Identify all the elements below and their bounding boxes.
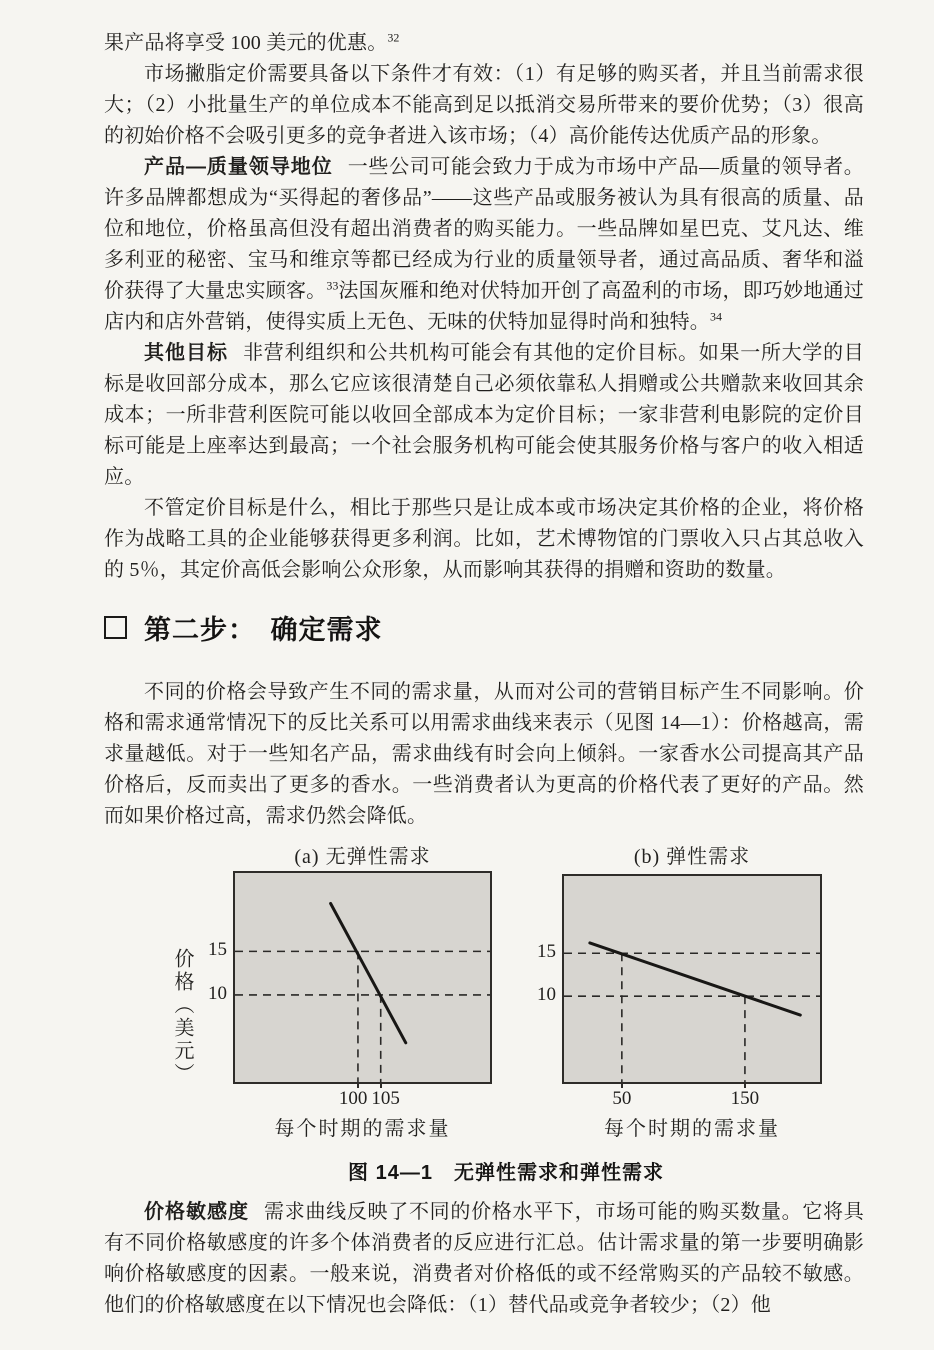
- paragraph-pricing-objective: [104, 493, 864, 586]
- chart-b-plot-area: [537, 874, 822, 1109]
- x-tick-label: 100: [338, 1088, 368, 1109]
- paragraph-text: 需求曲线反映了不同的价格水平下，市场可能的购买数量。它将具有不同价格敏感度的许多个体消费者的反应进行汇总。估计需求量的第一步要明确影响价格敏感度的因素。一般来说，消费者对价格低的或不经常购买的产品较不敏感。他们的价格敏感度在以下情况也会降低：（1）替代品或竞争者较少；（2）他: [104, 1201, 864, 1316]
- x-tick-label: 105: [371, 1088, 400, 1109]
- paragraph-text: 不管定价目标是什么，相比于那些只是让成本或市场决定其价格的企业，将价格作为战略工具的企业能够获得更多利润。比如，艺术博物馆的门票收入只占其总收入的 5％，其定价高低会影响公众形象，从而影响其获得的捐赠和资助的数量。: [104, 497, 864, 581]
- paragraph-price-sensitivity: [104, 1197, 864, 1321]
- section-bullet-square-icon: [104, 616, 127, 639]
- y-tick-label: 15: [208, 939, 227, 961]
- chart-a-plot-area: [208, 871, 492, 1109]
- section-heading-text: 第二步： 确定需求: [144, 615, 383, 645]
- y-tick-label: 10: [537, 984, 556, 1006]
- chart-a-title: (a) 无弹性需求: [294, 846, 431, 868]
- figure-14-1: [0, 840, 934, 1150]
- paragraph-other-objectives: [104, 338, 864, 493]
- chart-a-x-axis-label: 每个时期的需求量: [274, 1118, 451, 1140]
- x-tick-label: 50: [612, 1088, 632, 1109]
- plot-canvas: [564, 876, 820, 1082]
- chart-b-x-axis-label: 每个时期的需求量: [604, 1118, 780, 1140]
- paragraph-demand-intro: [104, 677, 864, 832]
- y-tick-label: 15: [537, 941, 556, 963]
- body-text-lower: [104, 1197, 864, 1321]
- paragraph-lead: 产品—质量领导地位: [144, 156, 333, 178]
- x-tick-label: 150: [730, 1088, 760, 1109]
- y-tick-label: 10: [208, 982, 227, 1004]
- paragraph-lead: 价格敏感度: [144, 1201, 250, 1223]
- paragraph-text: 市场撇脂定价需要具备以下条件才有效：（1）有足够的购买者，并且当前需求很大；（2）小批量生产的单位成本不能高到足以抵消交易所带来的要价优势；（3）很高的初始价格不会吸引更多的竞争者进入该市场；（4）高价能传达优质产品的形象。: [104, 63, 864, 147]
- body-text-upper: [104, 28, 864, 832]
- paragraph-lead: 其他目标: [144, 342, 229, 364]
- chart-b-title: (b) 弹性需求: [633, 846, 751, 868]
- footnote-ref-34: 34: [710, 309, 722, 324]
- paragraph-text: 法国灰雁和绝对伏特加开创了高盈利的市场，即巧妙地通过店内和店外营销，使得实质上无色、无味的伏特加显得时尚和独特。: [104, 280, 865, 333]
- y-axis-label: 价格（美元）: [171, 948, 193, 1086]
- plot-canvas: [235, 873, 490, 1082]
- section-heading: [104, 608, 864, 647]
- demand-curve: [331, 903, 406, 1042]
- footnote-ref-32: 32: [387, 30, 400, 45]
- paragraph-text: 一些公司可能会致力于成为市场中产品—质量的领导者。许多品牌都想成为“买得起的奢侈品”——这些产品或服务被认为具有很高的质量、品位和地位，价格虽高但没有超出消费者的购买能力。一些品牌如星巴克、艾凡达、维多利亚的秘密、宝马和维京等都已经成为行业的质量领导者，通过高品质、奢华和溢价获得了大量忠实顾客。: [104, 156, 865, 302]
- footnote-ref-33: 33: [326, 278, 339, 293]
- paragraph-continuation: [104, 28, 864, 59]
- paragraph-text: 果产品将享受 100 美元的优惠。: [104, 32, 388, 54]
- figure-caption: 图 14—1 无弹性需求和弹性需求: [348, 1162, 664, 1184]
- paragraph-product-quality-leadership: [104, 152, 864, 338]
- paragraph-skimming-conditions: [104, 59, 864, 152]
- paragraph-text: 不同的价格会导致产生不同的需求量，从而对公司的营销目标产生不同影响。价格和需求通常情况下的反比关系可以用需求曲线来表示（见图 14—1）：价格越高，需求量越低。对于一些知名产品，需求曲线有时会向上倾斜。一家香水公司提高其产品价格后，反而卖出了更多的香水。一些消费者认为更高的价格代表了更好的产品。然而如果价格过高，需求仍然会降低。: [104, 681, 864, 827]
- paragraph-text: 非营利组织和公共机构可能会有其他的定价目标。如果一所大学的目标是收回部分成本，那么它应该很清楚自己必须依靠私人捐赠或公共赠款来收回其余成本；一所非营利医院可能以收回全部成本为定价目标；一家非营利电影院的定价目标可能是上座率达到最高；一个社会服务机构可能会使其服务价格与客户的收入相适应。: [104, 342, 865, 488]
